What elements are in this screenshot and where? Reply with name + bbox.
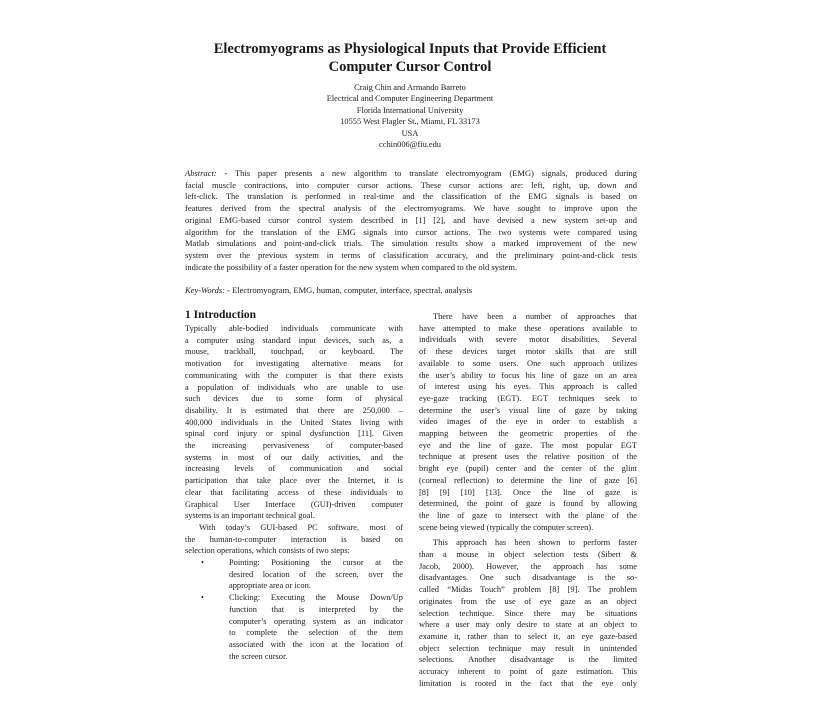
keywords-label: Key-Words: xyxy=(185,285,225,295)
text-line: There have been a number of approaches that xyxy=(433,312,637,321)
text-line: Pointing: Positioning the cursor at the xyxy=(229,558,403,568)
abstract-line: left-click. The translation is performed in real-time and the classification of the EMG signals is based on xyxy=(185,191,637,202)
text-line: bright eye (pupil) center and the center of the glint xyxy=(419,464,637,474)
text-line: a population of individuals who are unable to use xyxy=(185,382,403,392)
text-line: limitation is rooted in the fact that the eye only xyxy=(419,678,637,688)
keywords-text: - Electromyogram, EMG, human, computer, interface, spectral, analysis xyxy=(224,285,473,295)
text-line: This approach has been shown to perform faster xyxy=(433,538,637,548)
title-line: Computer Cursor Control xyxy=(328,59,492,75)
abstract-line: facial muscle contractions, into computer cursor actions. These cursor actions are: left, right, up, down and xyxy=(185,179,637,190)
text-line: determine the user’s visual line of gaze by taking xyxy=(419,405,637,415)
author-department: Electrical and Computer Engineering Department xyxy=(326,94,494,104)
abstract-line: original EMG-based cursor control system described in [1] [2], and have devised a new system set-up and xyxy=(185,214,637,225)
abstract xyxy=(185,168,637,273)
text-line: mouse, trackball, touchpad, or keyboard. The xyxy=(185,347,403,357)
text-line: than a mouse in object selection tests (Sibert & xyxy=(419,550,637,560)
text-line: computer’s operating system as an indicator xyxy=(229,616,403,626)
section-heading: 1 Introduction xyxy=(185,309,257,321)
text-line: selection operations, which consists of two steps: xyxy=(185,546,350,556)
text-line: disadvantages. One such disadvantage is the so- xyxy=(419,573,637,583)
text-line: Graphical User Interface (GUI)-driven computer xyxy=(185,499,403,509)
text-line: eye-gaze tracking (EGT). EGT techniques seek to xyxy=(419,393,637,403)
text-line: (corneal reflection) to determine the line of gaze [6] xyxy=(419,475,637,485)
text-line: systems is an important technical goal. xyxy=(185,511,315,521)
text-line: called “Midas Touch” problem [8] [9]. The problem xyxy=(419,585,637,595)
text-line: the increasing pervasiveness of computer-based xyxy=(185,441,403,451)
text-line: originates from the use of eye gaze as an object xyxy=(419,596,637,606)
text-line: scene being viewed (typically the computer screen). xyxy=(419,522,594,532)
abstract-line: Matlab simulations and point-and-click trials. The simulation results show a marked improvement of the new xyxy=(185,238,637,249)
text-line: 400,000 individuals in the United States living with xyxy=(185,417,403,427)
text-line: systems in most of our daily activities, and the xyxy=(185,452,403,462)
author-university: Florida International University xyxy=(356,105,464,115)
author-address: 10555 West Flagler St., Miami, FL 33173 xyxy=(340,117,480,127)
text-line: disability. It is estimated that there are 250,000 – xyxy=(185,405,403,415)
text-line: associated with the icon at the location of xyxy=(229,639,403,649)
text-line: selections. Another disadvantage is the limited xyxy=(419,655,637,665)
text-line: the line of gaze to intersect with the plane of the xyxy=(419,510,637,520)
author-country: USA xyxy=(401,128,419,138)
intro-paragraph xyxy=(185,522,403,557)
text-line: available to some users. One such approach utilizes xyxy=(419,358,637,368)
abstract-label: Abstract: xyxy=(185,168,217,178)
right-column xyxy=(419,311,637,690)
title-line: Electromyograms as Physiological Inputs that Provide Efficient xyxy=(213,41,607,57)
text-line: of these devices target motor skills that are still xyxy=(419,347,637,357)
bullet-item-pointing xyxy=(199,557,403,592)
abstract-line: indicate the possibility of a faster operation for the new system when compared to the old system. xyxy=(185,261,518,272)
text-line: eye and the line of gaze. The most popular EGT xyxy=(419,440,637,450)
author-email: cchin006@fiu.edu xyxy=(379,140,441,150)
keywords xyxy=(185,285,637,297)
text-line: technique at present uses the relative position of the xyxy=(419,452,637,462)
text-line: motivation for investigating alternative means for xyxy=(185,359,403,369)
text-line: object selection technique may result in unintended xyxy=(419,643,637,653)
text-line: desired location of the screen, over the xyxy=(229,569,403,579)
author-block xyxy=(250,82,570,150)
text-line: accuracy inherent to point of gaze estimation. This xyxy=(419,667,637,677)
text-line: participation that take place over the Internet, it is xyxy=(185,476,403,486)
text-line: clear that facilitating access of these individuals to xyxy=(185,487,403,497)
abstract-line: algorithm for the translation of the EMG signals into cursor actions. The two systems were compared using xyxy=(185,226,637,237)
paper-title xyxy=(150,40,670,76)
body-paragraph xyxy=(419,311,637,533)
text-line: where a user may only desire to stare at an object to xyxy=(419,620,637,630)
abstract-line: features derived from the spectral analysis of the electromyograms. We have sought to improve upon the xyxy=(185,203,637,214)
text-line: appropriate area or icon. xyxy=(229,581,311,591)
text-line: Typically able-bodied individuals communicate with xyxy=(185,324,403,333)
abstract-line: system over the previous system in terms of classification accuracy, and the preliminary point-and-click tests xyxy=(185,249,637,260)
text-line: [8] [9] [10] [13]. Once the line of gaze is xyxy=(419,487,637,497)
bullet-glyph: • xyxy=(201,558,204,568)
text-line: selection technique. Since there may be situations xyxy=(419,608,637,618)
text-line: have attempted to make these operations available to xyxy=(419,323,637,333)
text-line: video images of the eye in order to establish a xyxy=(419,417,637,427)
text-line: increasing levels of communication and social xyxy=(185,464,403,474)
text-line: function that is interpreted by the xyxy=(229,604,403,614)
body-paragraph xyxy=(419,537,637,689)
text-line: to complete the selection of the item xyxy=(229,628,403,638)
text-line: individuals with severe motor disabilities. Several xyxy=(419,335,637,345)
intro-paragraph xyxy=(185,323,403,522)
text-line: Jacob, 2000). However, the approach has some xyxy=(419,561,637,571)
text-line: the screen cursor. xyxy=(229,651,288,661)
author-names: Craig Chin and Armando Barreto xyxy=(354,83,466,92)
abstract-line: Abstract: - This paper presents a new algorithm to translate electromyogram (EMG) signals, produced during xyxy=(185,168,637,178)
bullet-item-clicking xyxy=(199,592,403,662)
text-line: the human-to-computer interaction is based on xyxy=(185,534,403,544)
text-line: Clicking: Executing the Mouse Down/Up xyxy=(229,593,403,603)
text-line: the user’s ability to focus his line of gaze on an area xyxy=(419,370,637,380)
text-line: mapping between the geometric properties of the xyxy=(419,429,637,439)
text-line: communicating with the computer is that there exists xyxy=(185,370,403,380)
bullet-glyph: • xyxy=(201,593,204,603)
text-line: of interest using his eyes. This approach is called xyxy=(419,382,637,392)
text-line: determined, the point of gaze is found by allowing xyxy=(419,499,637,509)
text-line: With today’s GUI-based PC software, most of xyxy=(199,522,403,532)
text-line: examine it, rather than to select it, an eye gaze-based xyxy=(419,631,637,641)
left-column xyxy=(185,323,403,662)
text-line: such devices due to some form of physical xyxy=(185,394,403,404)
text-line: a computer using standard input devices, such as, a xyxy=(185,335,403,345)
text-line: spinal cord injury or spinal dysfunction [11]. Given xyxy=(185,429,403,439)
